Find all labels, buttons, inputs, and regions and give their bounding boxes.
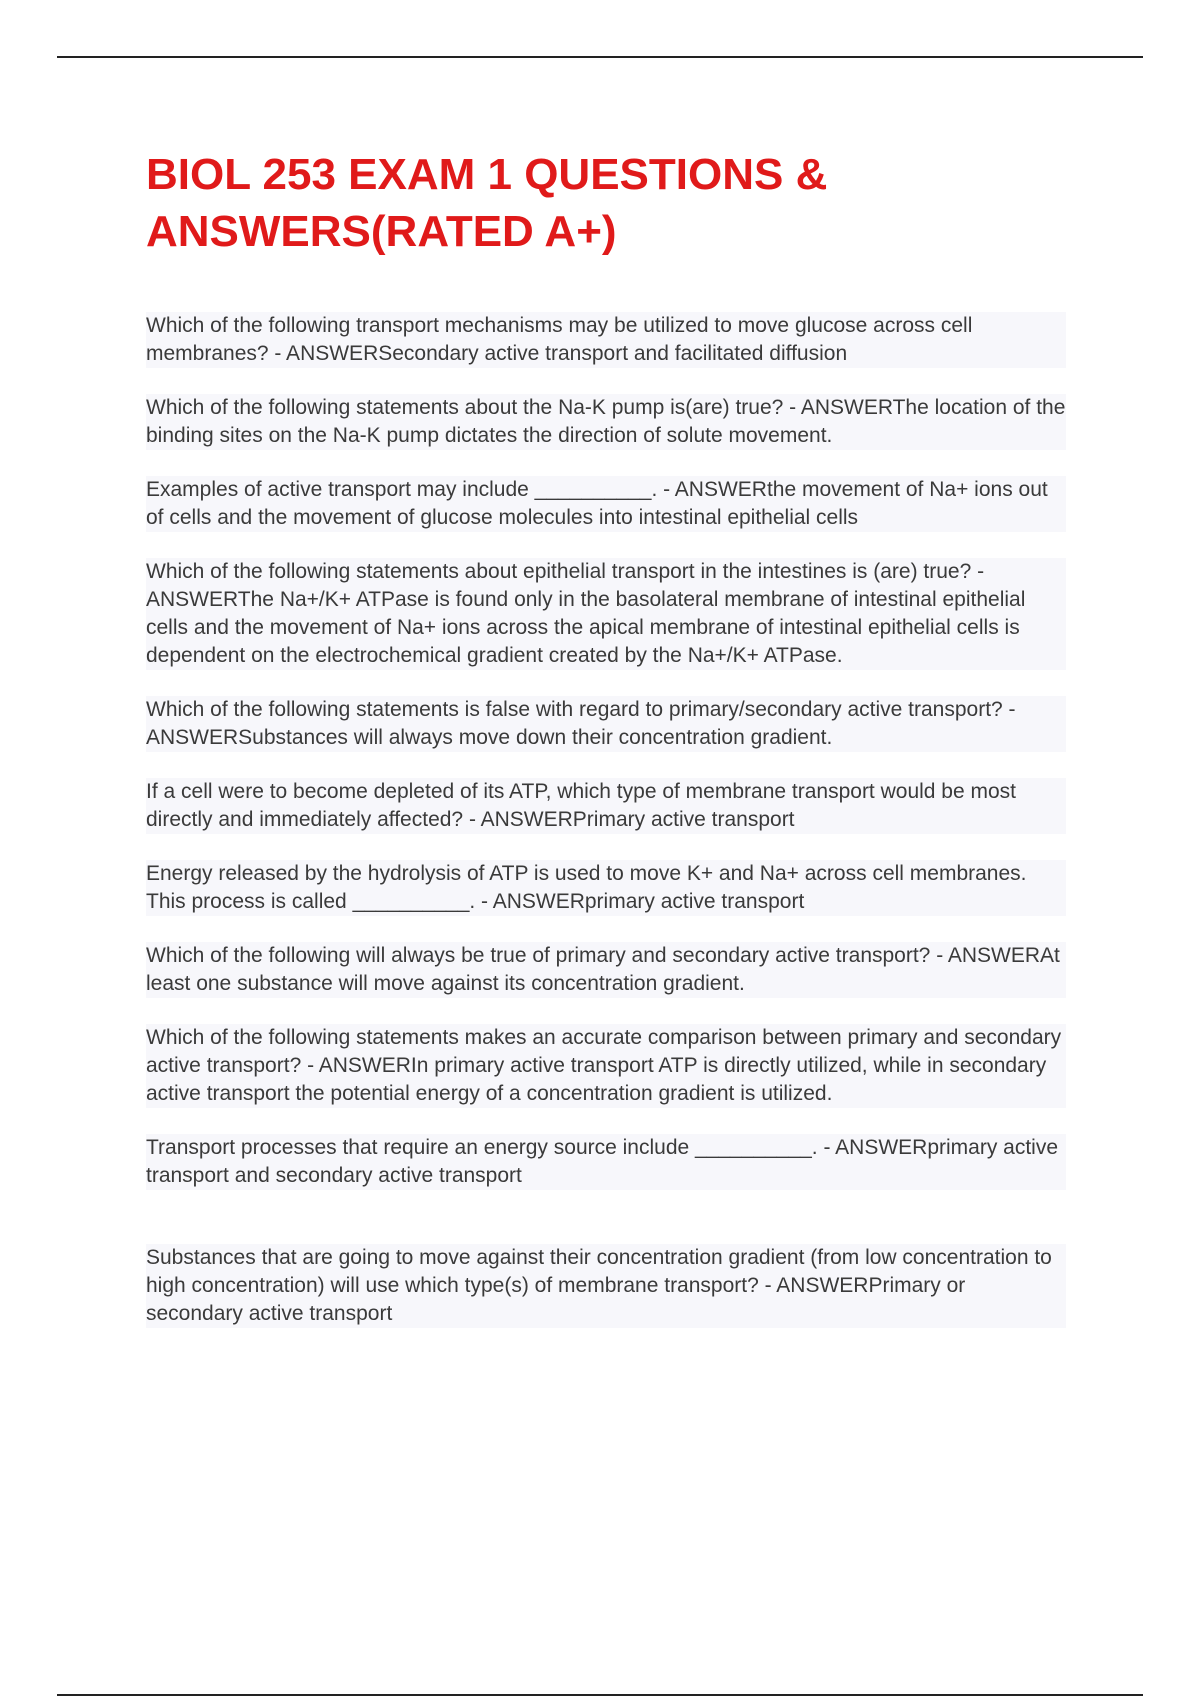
bottom-divider	[57, 1694, 1143, 1696]
qa-item-1: Which of the following transport mechanisms may be utilized to move glucose across cell membranes? - ANSWERSecondary active transport and facilitated diffusion	[146, 312, 1066, 368]
qa-item-5: Which of the following statements is false with regard to primary/secondary active transport? - ANSWERSubstances will always move down their concentration gradient.	[146, 696, 1066, 752]
document-title: BIOL 253 EXAM 1 QUESTIONS & ANSWERS(RATED A+)	[146, 150, 828, 256]
qa-item-2: Which of the following statements about the Na-K pump is(are) true? - ANSWERThe location of the binding sites on the Na-K pump dictates the direction of solute movement.	[146, 394, 1066, 450]
qa-item-4: Which of the following statements about epithelial transport in the intestines is (are) true? - ANSWERThe Na+/K+ ATPase is found only in the basolateral membrane of intestinal epithelial cells and the movement of Na+ ions across the apical membrane of intestinal epithelial cells is dependent on the electrochemical gradient created by the Na+/K+ ATPase.	[146, 558, 1066, 670]
qa-item-9: Which of the following statements makes an accurate comparison between primary and secondary active transport? - ANSWERIn primary active transport ATP is directly utilized, while in secondary active transport the potential energy of a concentration gradient is utilized.	[146, 1024, 1066, 1108]
qa-item-8: Which of the following will always be true of primary and secondary active transport? - ANSWERAt least one substance will move against its concentration gradient.	[146, 942, 1066, 998]
qa-list	[146, 312, 1066, 1354]
qa-item-6: If a cell were to become depleted of its ATP, which type of membrane transport would be most directly and immediately affected? - ANSWERPrimary active transport	[146, 778, 1066, 834]
qa-item-7: Energy released by the hydrolysis of ATP is used to move K+ and Na+ across cell membranes. This process is called __________. - ANSWERprimary active transport	[146, 860, 1066, 916]
top-divider	[57, 56, 1143, 58]
qa-item-10: Transport processes that require an energy source include __________. - ANSWERprimary active transport and secondary active transport	[146, 1134, 1066, 1190]
qa-item-3: Examples of active transport may include __________. - ANSWERthe movement of Na+ ions out of cells and the movement of glucose molecules into intestinal epithelial cells	[146, 476, 1066, 532]
qa-item-11: Substances that are going to move against their concentration gradient (from low concentration to high concentration) will use which type(s) of membrane transport? - ANSWERPrimary or secondary active transport	[146, 1244, 1066, 1328]
